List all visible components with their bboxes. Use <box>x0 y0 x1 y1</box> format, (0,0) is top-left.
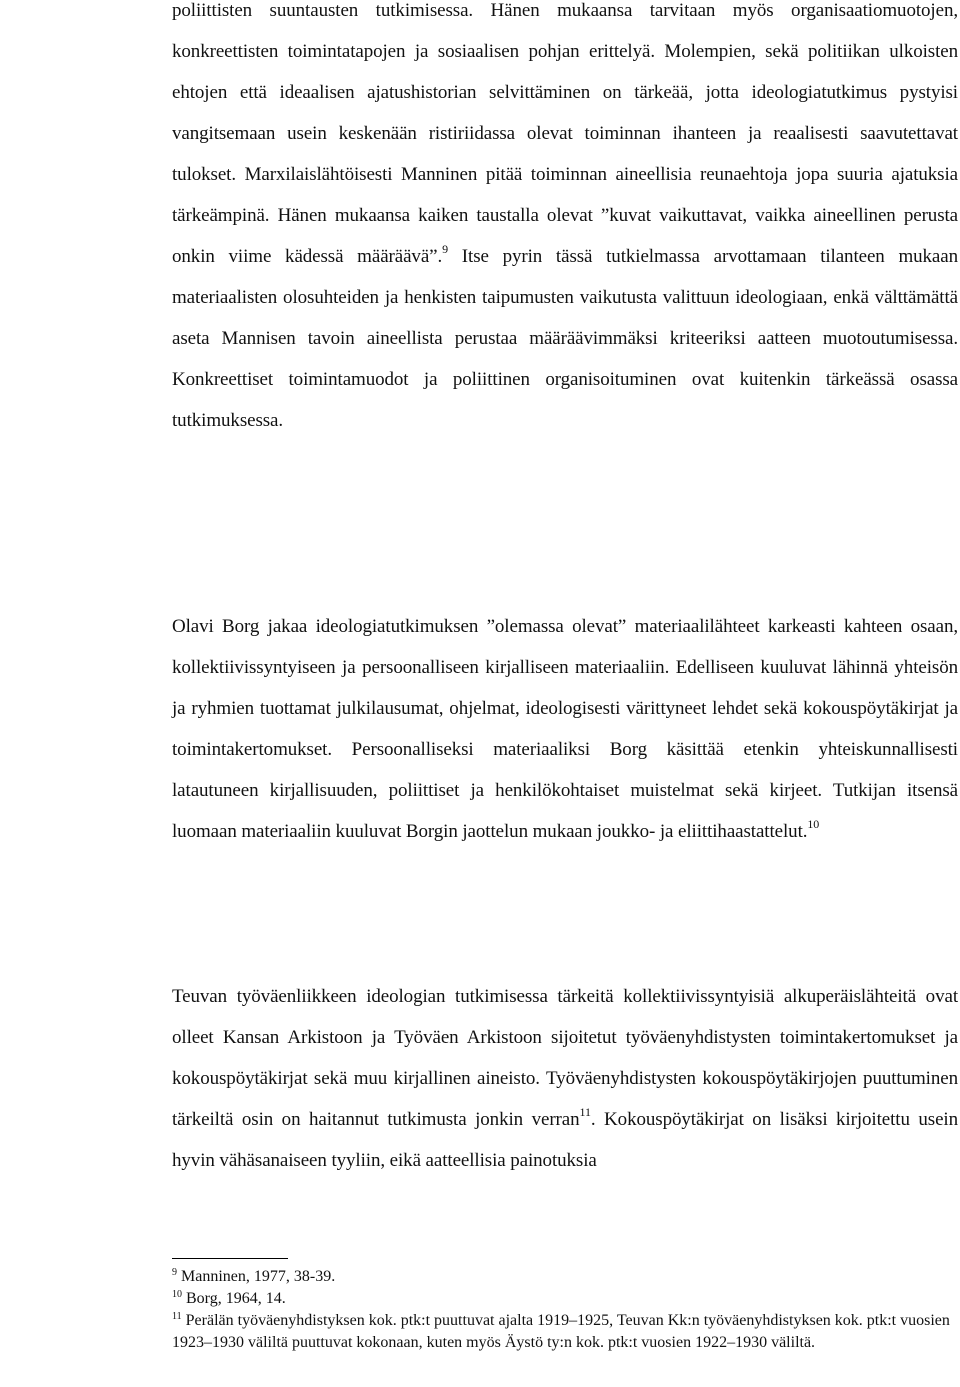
paragraph-text: . Kokouspöytäkirjat on lisäksi kirjoitettu usein hyvin vähäsanaiseen tyyliin, eikä aatteellisia painotuksia <box>172 1109 958 1171</box>
footnote-number: 11 <box>172 1311 182 1322</box>
footnote-text: Borg, 1964, 14. <box>186 1290 286 1307</box>
paragraph-text: Olavi Borg jakaa ideologiatutkimuksen ”olemassa olevat” materiaalilähteet karkeasti kahteen osaan, kollektiivissyntyiseen ja persoonalliseen kirjalliseen materiaaliin. Edelliseen kuuluvat lähinnä yhteisön ja ryhmien tuottamat julkilausumat, ohjelmat, ideologisesti värittyneet lehdet sekä kokouspöytäkirjat ja toimintakertomukset. Persoonalliseksi materiaaliksi Borg käsittää etenkin yhteiskunnallisesti latautuneen kirjallisuuden, poliittiset ja henkilökohtaiset muistelmat sekä kirjeet. Tutkijan itsensä luomaan materiaaliin kuuluvat Borgin jaottelun mukaan joukko- ja eliittihaastattelut. <box>172 616 958 842</box>
footnote-number: 9 <box>172 1267 177 1278</box>
paragraph-text: Teuvan työväenliikkeen ideologian tutkimisessa tärkeitä kollektiivissyntyisiä alkuperäislähteitä ovat olleet Kansan Arkistoon ja Työväen Arkistoon sijoitetut työväenyhdistysten toimintakertomukset ja kokouspöytäkirjat sekä muu kirjallinen aineisto. Työväenyhdistysten kokouspöytäkirjojen puuttuminen tärkeiltä osin on haitannut tutkimusta jonkin verran <box>172 986 958 1130</box>
footnote-text: Perälän työväenyhdistyksen kok. ptk:t puuttuvat ajalta 1919–1925, Teuvan Kk:n työväenyhdistyksen kok. ptk:t vuosien 1923–1930 väliltä puuttuvat kokonaan, kuten myös Äystö ty:n kok. ptk:t vuosien 1922–1930 väliltä. <box>172 1312 950 1351</box>
footnote-text: Manninen, 1977, 38-39. <box>181 1268 336 1285</box>
footnote-ref-11[interactable]: 11 <box>579 1105 591 1119</box>
footnote-ref-10[interactable]: 10 <box>807 817 820 831</box>
paragraph-text: Itse pyrin tässä tutkielmassa arvottamaan tilanteen mukaan materiaalisten olosuhteiden ja henkisten taipumusten vaikutusta valittuun ideologiaan, enkä välttämättä aseta Mannisen tavoin aineellista perustaa määräävimmäksi kriteeriksi aatteen muotoutumisessa. Konkreettiset toimintamuodot ja poliittinen organisoituminen ovat kuitenkin tärkeässä osassa tutkimuksessa. <box>172 246 958 431</box>
paragraph-text: poliittisten suuntausten tutkimisessa. Hänen mukaansa tarvitaan myös organisaatiomuotojen, konkreettisten toimintatapojen ja sosiaalisen pohjan erittelyä. Molempien, sekä politiikan ulkoisten ehtojen että ideaalisen ajatushistorian selvittäminen on tärkeää, jotta ideologiatutkimus pystyisi vangitsemaan usein keskenään ristiriidassa olevat toiminnan ihanteen ja reaalisesti saavutettavat tulokset. Marxilaislähtöisesti Manninen pitää toiminnan aineellisia reunaehtoja jopa suuria ajatuksia tärkeämpinä. Hänen mukaansa kaiken taustalla olevat ”kuvat vaikuttavat, vaikka aineellinen perusta onkin viime kädessä määräävä”. <box>172 0 958 267</box>
footnote-11 <box>172 1310 958 1354</box>
footnote-10 <box>172 1288 958 1310</box>
footnotes <box>172 1266 958 1354</box>
paragraph-teuva-sources <box>172 976 958 1181</box>
paragraph-borg <box>172 606 958 852</box>
footnote-number: 10 <box>172 1289 182 1300</box>
paragraph-manninen <box>172 0 958 441</box>
footnote-9 <box>172 1266 958 1288</box>
footnote-separator <box>172 1258 288 1259</box>
footnote-ref-9[interactable]: 9 <box>442 242 449 256</box>
